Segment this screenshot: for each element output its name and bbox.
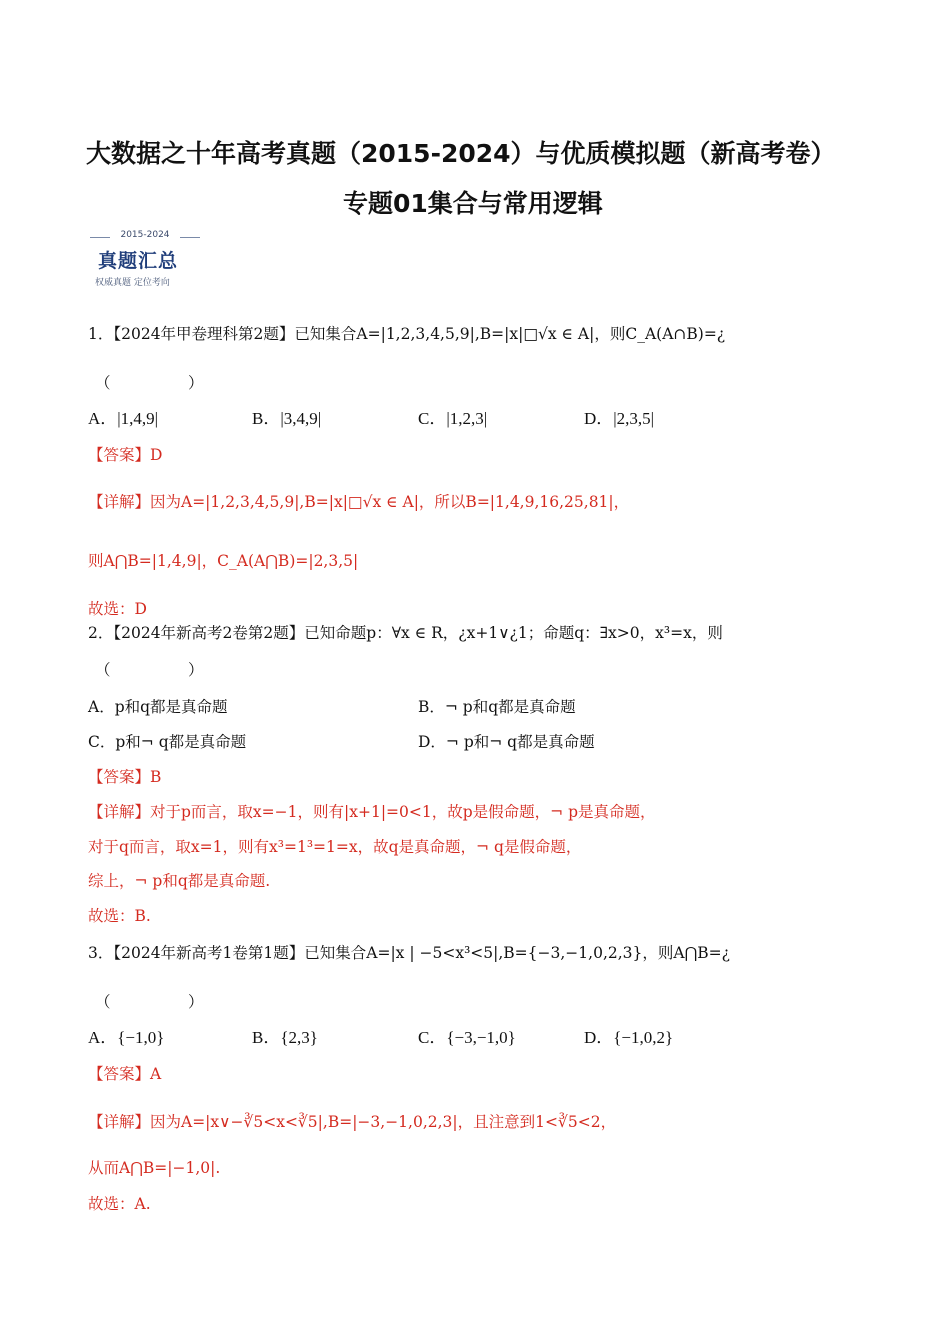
q2-option-b: B．¬ p和q都是真命题	[418, 698, 576, 716]
section-badge	[90, 230, 200, 292]
q2-option-a: A．p和q都是真命题	[88, 698, 228, 716]
q3-answer: 【答案】A	[88, 1065, 162, 1083]
page-title: 大数据之十年高考真题（2015-2024）与优质模拟题（新高考卷）	[86, 139, 836, 168]
badge-tagline: 权威真题 定位考向	[95, 278, 170, 288]
badge-rule-right	[180, 237, 200, 238]
q3-option-a: A．{−1,0}	[88, 1028, 165, 1047]
q2-option-c: C．p和¬ q都是真命题	[88, 733, 247, 751]
q1-option-c: C．|1,2,3|	[418, 409, 488, 428]
q1-detail-2: 则A⋂B=|1,4,9|，C_A(A⋂B)=|2,3,5|	[88, 552, 359, 570]
q1-stem: 1．【2024年甲卷理科第2题】已知集合A=|1,2,3,4,5,9|,B=|x|□√x ∈ A|，则C_A(A∩B)=¿	[88, 325, 726, 343]
q2-detail-2: 对于q而言，取x=1，则有x³=1³=1=x，故q是真命题，¬ q是假命题，	[88, 838, 582, 856]
q2-paren: （ ）	[95, 661, 204, 679]
q2-option-d: D．¬ p和¬ q都是真命题	[418, 733, 595, 751]
q2-detail-3: 综上，¬ p和q都是真命题.	[88, 872, 271, 890]
q1-option-a: A．|1,4,9|	[88, 409, 159, 428]
q2-answer: 【答案】B	[88, 768, 162, 786]
q1-conclusion: 故选：D	[88, 600, 147, 618]
page-subtitle: 专题01集合与常用逻辑	[343, 189, 603, 218]
q1-option-b: B．|3,4,9|	[252, 409, 322, 428]
q3-paren: （ ）	[95, 993, 204, 1011]
q3-stem: 3．【2024年新高考1卷第1题】已知集合A=|x | −5<x³<5|,B={−3,−1,0,2,3}，则A⋂B=¿	[88, 944, 730, 962]
q2-detail-1: 【详解】对于p而言，取x=−1，则有|x+1|=0<1，故p是假命题，¬ p是真命题，	[88, 803, 656, 821]
q1-detail-1: 【详解】因为A=|1,2,3,4,5,9|,B=|x|□√x ∈ A|，所以B=|1,4,9,16,25,81|，	[88, 493, 630, 511]
q1-paren: （ ）	[95, 374, 204, 392]
q3-option-b: B．{2,3}	[252, 1028, 318, 1047]
badge-heading: 真题汇总	[98, 250, 179, 272]
q2-stem: 2．【2024年新高考2卷第2题】已知命题p：∀x ∈ R，¿x+1∨¿1；命题q：∃x>0，x³=x，则	[88, 624, 723, 642]
q3-detail-2: 从而A⋂B=|−1,0|.	[88, 1159, 221, 1177]
badge-years: 2015-2024	[120, 230, 170, 240]
q3-option-c: C．{−3,−1,0}	[418, 1028, 516, 1047]
q3-detail-1: 【详解】因为A=|x∨−∛5<x<∛5|,B=|−3,−1,0,2,3|，且注意到1<∛5<2，	[88, 1113, 617, 1131]
q2-conclusion: 故选：B.	[88, 907, 151, 925]
q3-conclusion: 故选：A.	[88, 1195, 151, 1213]
q3-option-d: D．{−1,0,2}	[584, 1028, 674, 1047]
q1-option-d: D．|2,3,5|	[584, 409, 655, 428]
q1-answer: 【答案】D	[88, 446, 163, 464]
